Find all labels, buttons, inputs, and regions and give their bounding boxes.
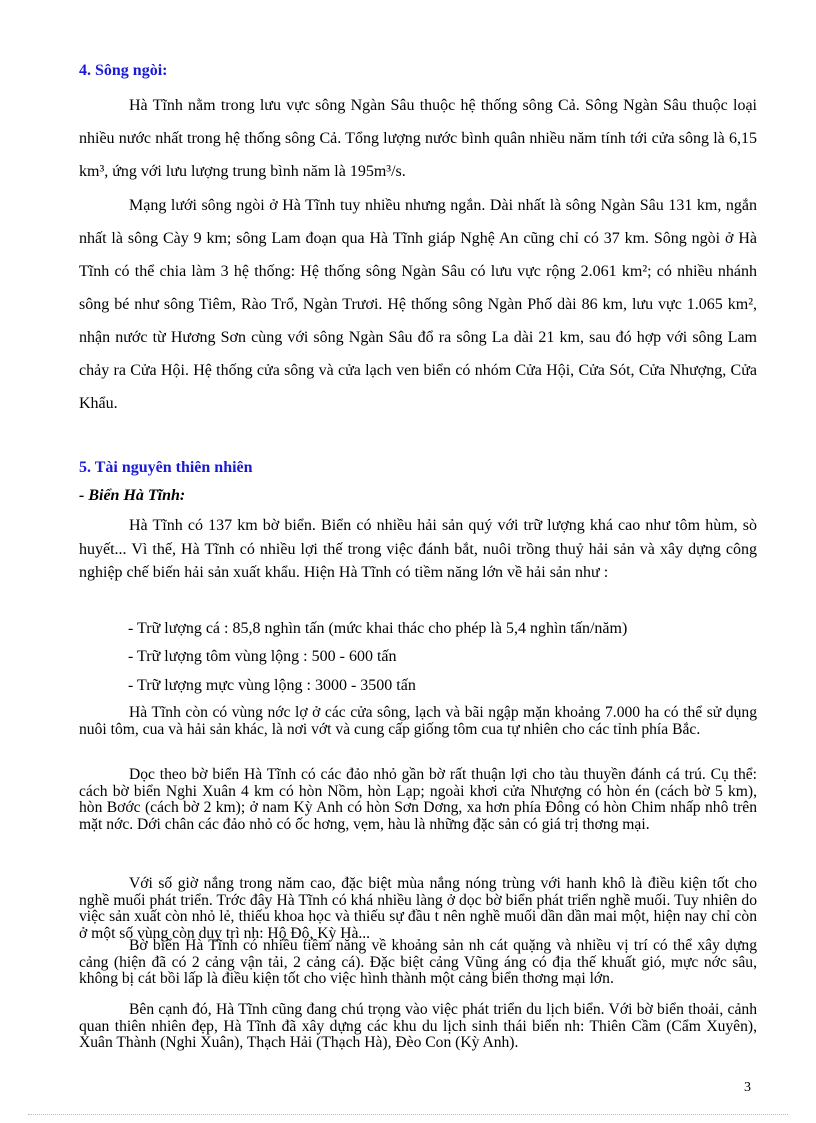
- section-5-heading: 5. Tài nguyên thiên nhiên: [79, 459, 253, 476]
- page-number: 3: [744, 1080, 751, 1095]
- section-4-paragraph-1: Hà Tĩnh nằm trong lưu vực sông Ngàn Sâu thuộc hệ thống sông Cả. Sông Ngàn Sâu thuộc loại nhiều nước nhất trong hệ thống sông Cả. Tổng lượng nước bình quân nhiều năm tính tới cửa sông là 6,15 km³, ứng với lưu lượng trung bình năm là 195m³/s.: [79, 97, 757, 180]
- bullet-shrimp: - Trữ lượng tôm vùng lộng : 500 - 600 tấn: [128, 648, 397, 665]
- sea-paragraph-5: Bờ biển Hà Tĩnh có nhiều tiềm năng về khoảng sản nh cát quặng và nhiều vị trí có thể xây dựng cảng (hiện đã có 2 cảng vận tải, 2 cảng cá). Đặc biệt cảng Vũng áng có địa thế khuất gió, mực nớc sâu, không bị cát bồi lấp là điều kiện tốt cho việc hình thành một cảng biển thơng mại lớn.: [79, 937, 757, 988]
- section-4-heading: 4. Sông ngòi:: [79, 62, 168, 79]
- sea-paragraph-3: Dọc theo bờ biển Hà Tĩnh có các đảo nhỏ gần bờ rất thuận lợi cho tàu thuyền đánh cá trú. Cụ thể: cách bờ biển Nghi Xuân 4 km có hòn Nồm, hòn Lạp; ngoài khơi cửa Nhượng có hòn én (cách bờ 5 km), hòn Bơớc (cách bờ 2 km); ở nam Kỳ Anh có hòn Sơn Dơng, xa hơn phía Đông có hòn Chim nhấp nhô trên mặt nớc. Dới chân các đảo nhỏ có ốc hơng, vẹm, hàu là những đặc sản có giá trị thơng mại.: [79, 766, 757, 833]
- bullet-fish: - Trữ lượng cá : 85,8 nghìn tấn (mức khai thác cho phép là 5,4 nghìn tấn/năm): [128, 620, 628, 637]
- sea-subheading: - Biển Hà Tĩnh:: [79, 487, 186, 504]
- sea-paragraph-4: Với số giờ nắng trong năm cao, đặc biệt mùa nắng nóng trùng với hanh khô là điều kiện tốt cho nghề muối phát triển. Trớc đây Hà Tĩnh có khá nhiều làng ở dọc bờ biển phát triển nghề muối. Tuy nhiên do việc sản xuất còn nhỏ lẻ, thiếu khoa học và thiếu sự đầu t nên nghề muối dần dần mai một, hiện nay chỉ còn ở một số vùng còn duy trì nh: Hộ Độ, Kỳ Hà...: [79, 875, 757, 942]
- bullet-squid: - Trữ lượng mực vùng lộng : 3000 - 3500 tấn: [128, 677, 416, 694]
- footer-divider: [28, 1114, 788, 1115]
- sea-paragraph-1: Hà Tĩnh có 137 km bờ biển. Biển có nhiều hải sản quý với trữ lượng khá cao như tôm hùm, sò huyết... Vì thế, Hà Tĩnh có nhiều lợi thế trong việc đánh bắt, nuôi trồng thuỷ hải sản và xây dựng công nghiệp chế biến hải sản xuất khẩu. Hiện Hà Tĩnh có tiềm năng lớn về hải sản như :: [79, 517, 757, 581]
- sea-paragraph-6: Bên cạnh đó, Hà Tĩnh cũng đang chú trọng vào việc phát triển du lịch biển. Với bờ biển thoải, cảnh quan thiên nhiên đẹp, Hà Tĩnh đã xây dựng các khu du lịch sinh thái biển nh: Thiên Cầm (Cẩm Xuyên), Xuân Thành (Nghi Xuân), Thạch Hải (Thạch Hà), Đèo Con (Kỳ Anh).: [79, 1001, 757, 1052]
- section-4-paragraph-2: Mạng lưới sông ngòi ở Hà Tĩnh tuy nhiều nhưng ngắn. Dài nhất là sông Ngàn Sâu 131 km, ngắn nhất là sông Cày 9 km; sông Lam đoạn qua Hà Tĩnh giáp Nghệ An cũng chỉ có 37 km. Sông ngòi ở Hà Tĩnh có thể chia làm 3 hệ thống: Hệ thống sông Ngàn Sâu có lưu vực rộng 2.061 km²; có nhiều nhánh sông bé như sông Tiêm, Rào Trổ, Ngàn Trươi. Hệ thống sông Ngàn Phố dài 86 km, lưu vực 1.065 km², nhận nước từ Hương Sơn cùng với sông Ngàn Sâu đổ ra sông La dài 21 km, sau đó hợp với sông Lam chảy ra Cửa Hội. Hệ thống cửa sông và cửa lạch ven biển có nhóm Cửa Hội, Cửa Sót, Cửa Nhượng, Cửa Khẩu.: [79, 197, 757, 412]
- sea-paragraph-2: Hà Tĩnh còn có vùng nớc lợ ở các cửa sông, lạch và bãi ngập mặn khoảng 7.000 ha có thể sử dụng nuôi tôm, cua và hải sản khác, là nơi vớt và cung cấp giống tôm cua tự nhiên cho các tỉnh phía Bắc.: [79, 704, 757, 738]
